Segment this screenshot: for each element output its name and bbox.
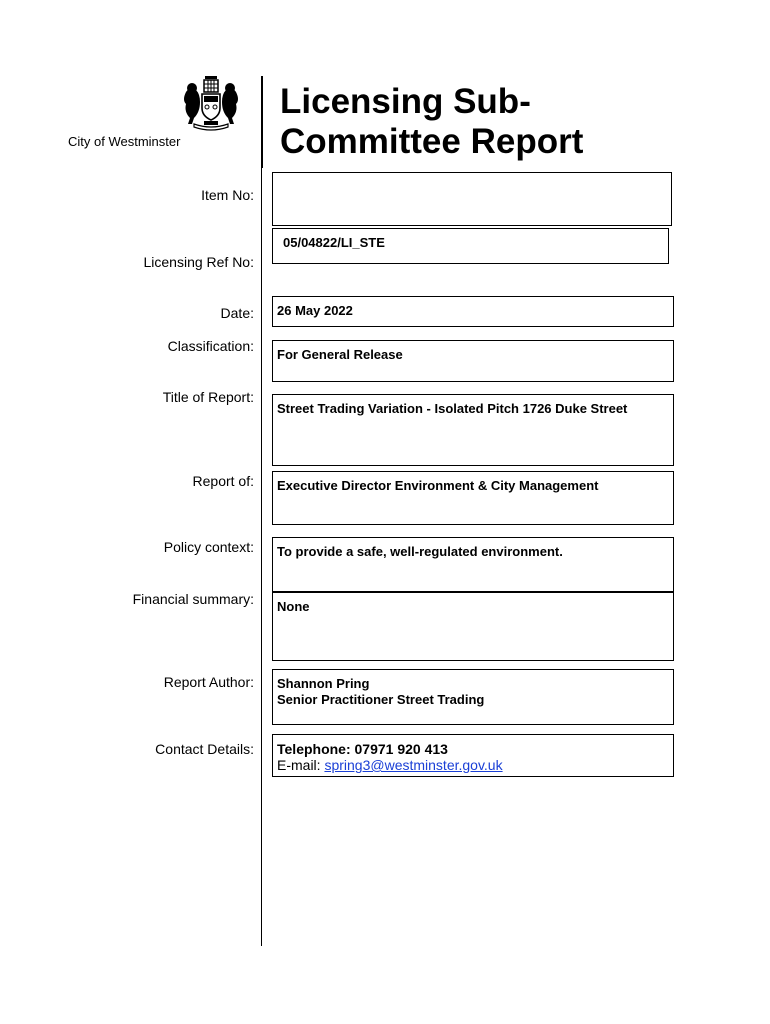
- licensing-ref-value: 05/04822/LI_STE: [283, 235, 385, 250]
- date-field: [272, 296, 674, 327]
- page-title-line-2: Committee Report: [280, 122, 584, 161]
- classification-value: For General Release: [277, 347, 403, 362]
- financial-summary-label: Financial summary:: [132, 591, 254, 607]
- policy-context-field: [272, 537, 674, 592]
- vertical-divider: [261, 76, 262, 946]
- date-label: Date:: [220, 305, 254, 321]
- financial-summary-field: [272, 592, 674, 661]
- report-author-role: Senior Practitioner Street Trading: [277, 692, 485, 707]
- date-value: 26 May 2022: [277, 303, 353, 318]
- policy-context-value: To provide a safe, well-regulated environment.: [277, 544, 563, 559]
- report-author-field: [272, 669, 674, 725]
- licensing-ref-label: Licensing Ref No:: [143, 254, 254, 270]
- title-of-report-label: Title of Report:: [162, 389, 254, 405]
- contact-email-prefix: E-mail:: [277, 757, 325, 773]
- financial-summary-value: None: [277, 599, 310, 614]
- title-of-report-value: Street Trading Variation - Isolated Pitch 1726 Duke Street: [277, 401, 628, 416]
- licensing-ref-field: [272, 228, 669, 264]
- contact-email-link[interactable]: spring3@westminster.gov.uk: [324, 757, 503, 773]
- westminster-crest-icon: [180, 74, 242, 132]
- contact-details-field: [272, 734, 674, 777]
- contact-telephone: Telephone: 07971 920 413: [277, 741, 448, 757]
- policy-context-label: Policy context:: [163, 539, 254, 555]
- contact-details-label: Contact Details:: [155, 741, 254, 757]
- organisation-name: City of Westminster: [68, 134, 181, 149]
- item-no-label: Item No:: [201, 187, 254, 203]
- title-of-report-field: [272, 394, 674, 466]
- report-of-value: Executive Director Environment & City Management: [277, 478, 599, 493]
- report-of-label: Report of:: [192, 473, 254, 489]
- page-title: [280, 82, 700, 162]
- classification-field: [272, 340, 674, 382]
- page-title-line-1: Licensing Sub-: [280, 82, 531, 121]
- report-of-field: [272, 471, 674, 525]
- item-no-field: [272, 172, 672, 226]
- report-author-label: Report Author:: [163, 674, 254, 690]
- report-author-name: Shannon Pring: [277, 676, 370, 691]
- classification-label: Classification:: [167, 338, 254, 354]
